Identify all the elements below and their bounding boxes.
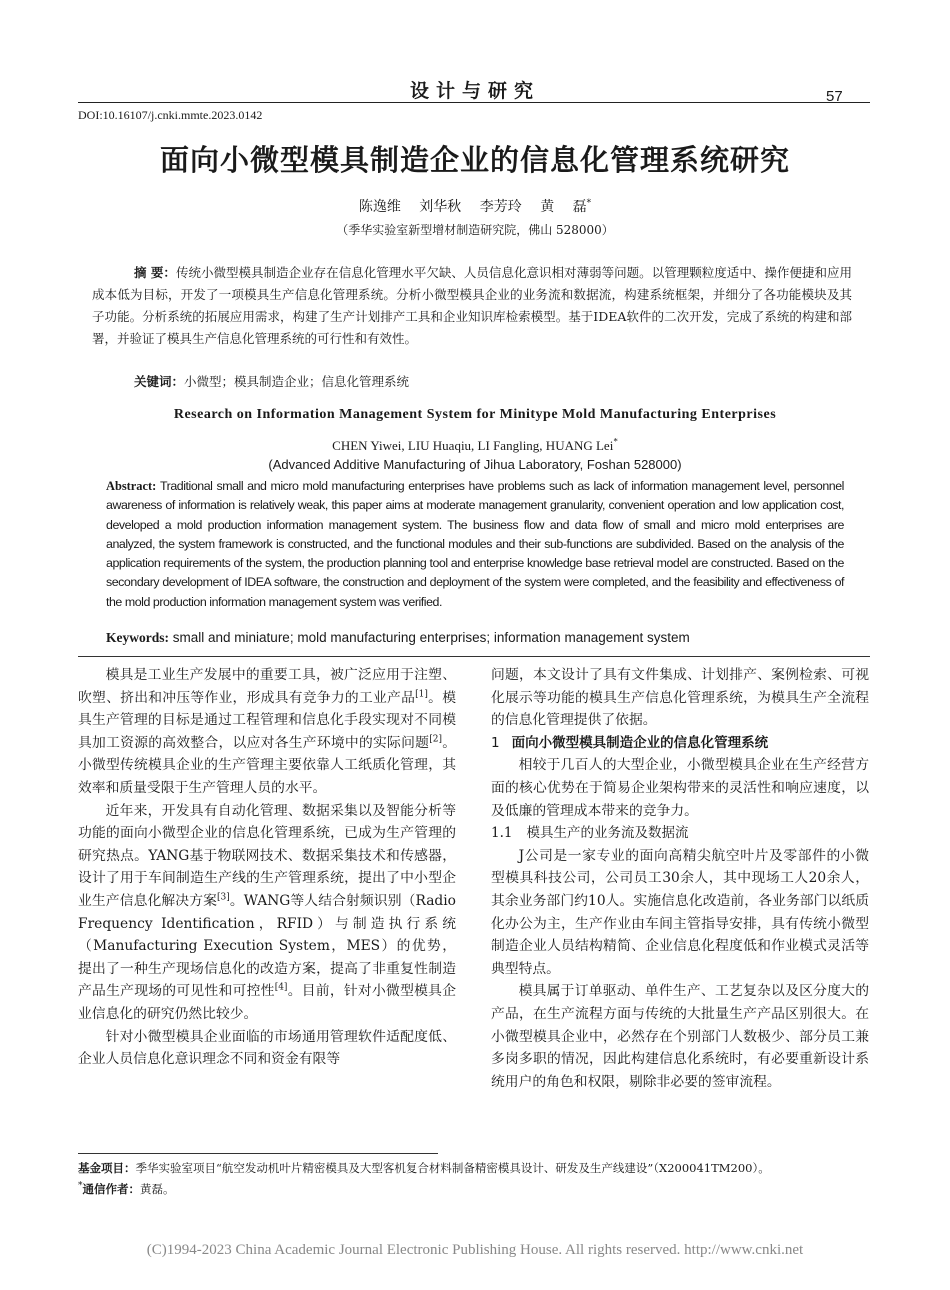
paper-title-cn: 面向小微型模具制造企业的信息化管理系统研究 [159,143,790,177]
body-paragraph: 针对小微型模具企业面临的市场通用管理软件适配度低、企业人员信息化意识理念不同和资金有限等 [78,1028,456,1068]
citation-ref[interactable]: [3] [217,892,230,903]
authors-en-names: CHEN Yiwei, LIU Huaqiu, LI Fangling, HUANG Lei [332,438,614,453]
copyright-watermark: (C)1994-2023 China Academic Journal Electronic Publishing House. All rights reserved. http://www.cnki.net [146,1242,804,1258]
authors-en [0,438,950,454]
abstract-en-label: Abstract: [106,479,157,493]
subsection-title: 模具生产的业务流及数据流 [526,825,689,842]
keywords-en-text: small and miniature; mold manufacturing enterprises; information management system [172,630,690,645]
keywords-en-label: Keywords: [106,630,169,645]
section-heading-1-1 [491,822,869,845]
footnote-divider [78,1153,438,1154]
affiliation-cn: （季华实验室新型增材制造研究院，佛山 528000） [336,223,614,237]
authors-cn-names: 陈逸维 刘华秋 李芳玲 黄 磊 [358,199,587,215]
keywords-cn-label: 关键词： [134,374,185,389]
corresponding-text: 黄磊。 [140,1182,175,1196]
abstract-divider [78,656,870,657]
funding-text: 季华实验室项目“航空发动机叶片精密模具及大型客机复合材料制备精密模具设计、研发及生产线建设”（X200041TM200）。 [135,1161,770,1175]
body-column-left [78,664,456,1071]
citation-ref[interactable]: [2] [429,734,442,745]
funding-footnote [78,1160,770,1176]
header-divider [78,102,870,103]
citation-ref[interactable]: [4] [274,982,288,993]
page-number: 57 [826,88,843,105]
keywords-cn [134,372,409,390]
corresponding-footnote [78,1181,175,1197]
journal-section-header: 设计与研究 [409,80,540,102]
abstract-cn-text: 传统小微型模具制造企业存在信息化管理水平欠缺、人员信息化意识相对薄弱等问题。以管理颗粒度适中、操作便捷和应用成本低为目标，开发了一项模具生产信息化管理系统。分析小微型模具企业的业务流和数据流，构建系统框架，并细分了各功能模块及其子功能。分析系统的拓展应用需求，构建了生产计划排产工具和企业知识库检索模型。基于IDEA软件的二次开发，完成了系统的构建和部署，并验证了模具生产信息化管理系统的可行性和有效性。 [92,265,852,346]
abstract-en [106,477,844,612]
corresponding-label: 通信作者： [82,1182,140,1196]
corresponding-mark-en: * [613,436,618,447]
paper-title-en: Research on Information Management System for Minitype Mold Manufacturing Enterprises [173,407,777,422]
affiliation-en: (Advanced Additive Manufacturing of Jihua Laboratory, Foshan 528000) [268,457,682,472]
subsection-number: 1.1 [491,825,513,842]
abstract-cn-label: 摘 要： [134,265,176,280]
body-paragraph: 近年来，开发具有自动化管理、数据采集以及智能分析等功能的面向小微型企业的信息化管理系统，已成为生产管理的研究热点。YANG基于物联网技术、数据采集技术和传感器，设计了用于车间制造生产线的生产管理系统，提出了中小型企业生产信息化解决方案[3]。WANG等人结合射频识别（Radio Frequency Identification，RFID）与制造执行系统（Manufacturing Execution System，MES）的优势，提出了一种生产现场信息化的改造方案，提高了非重复性制造产品生产现场的可见性和可控性[4]。目前，针对小微型模具企业信息化的研究仍然比较少。 [78,802,457,1022]
authors-cn [0,196,950,216]
body-paragraph: 模具是工业生产发展中的重要工具，被广泛应用于注塑、吹塑、挤出和冲压等作业，形成具有竞争力的工业产品[1]。模具生产管理的目标是通过工程管理和信息化手段实现对不同模具加工资源的高效整合，以应对各生产环境中的实际问题[2]。小微型传统模具企业的生产管理主要依靠人工纸质化管理，其效率和质量受限于生产管理人员的水平。 [78,667,457,796]
body-paragraph: 问题，本文设计了具有文件集成、计划排产、案例检索、可视化展示等功能的模具生产信息化管理系统，为模具生产全流程的信息化管理提供了依据。 [491,667,869,729]
funding-label: 基金项目： [78,1161,136,1175]
section-title: 面向小微型模具制造企业的信息化管理系统 [511,734,769,751]
corresponding-mark: * [586,198,592,209]
abstract-cn [92,262,852,350]
keywords-cn-text: 小微型；模具制造企业；信息化管理系统 [184,374,410,389]
section-number: 1 [491,734,500,751]
keywords-en [106,630,690,646]
abstract-en-text: Traditional small and micro mold manufacturing enterprises have problems such as lack of information management level, personnel awareness of information is relatively weak, this paper aims at moderate management granularity, convenient operation and low application cost, developed a mold production information management system. The business flow and data flow of small and micro mold enterprises are analyzed, the system framework is constructed, and the functional modules and their sub-functions are subdivided. Based on the analysis of the application requirements of the system, the production planning tool and enterprise knowledge base retrieval model are constructed. Based on the secondary development of IDEA software, the construction and deployment of the system were completed, and the feasibility and effectiveness of the mold production information management system was verified. [106,479,844,609]
doi-text[interactable]: DOI:10.16107/j.cnki.mmte.2023.0142 [78,108,263,122]
body-column-right [491,664,869,1093]
corresponding-mark-foot: * [78,1181,83,1192]
section-heading-1 [491,732,869,755]
citation-ref[interactable]: [1] [415,689,428,699]
body-paragraph: J公司是一家专业的面向高精尖航空叶片及零部件的小微型模具科技公司，公司员工30余人，其中现场工人20余人，其余业务部门约10人。实施信息化改造前，各业务部门以纸质化办公为主，生产作业由车间主管指导安排，具有传统小微型制造企业人员结构精简、企业信息化程度低和作业模式灵活等典型特点。 [491,847,869,977]
body-paragraph: 模具属于订单驱动、单件生产、工艺复杂以及区分度大的产品，在生产流程方面与传统的大批量生产产品区别很大。在小微型模具企业中，必然存在个别部门人数极少、部分员工兼多岗多职的情况，因此构建信息化系统时，有必要重新设计系统用户的角色和权限，剔除非必要的签审流程。 [491,983,869,1090]
body-paragraph: 相较于几百人的大型企业，小微型模具企业在生产经营方面的核心优势在于简易企业架构带来的灵活性和响应速度，以及低廉的管理成本带来的竞争力。 [491,757,869,819]
